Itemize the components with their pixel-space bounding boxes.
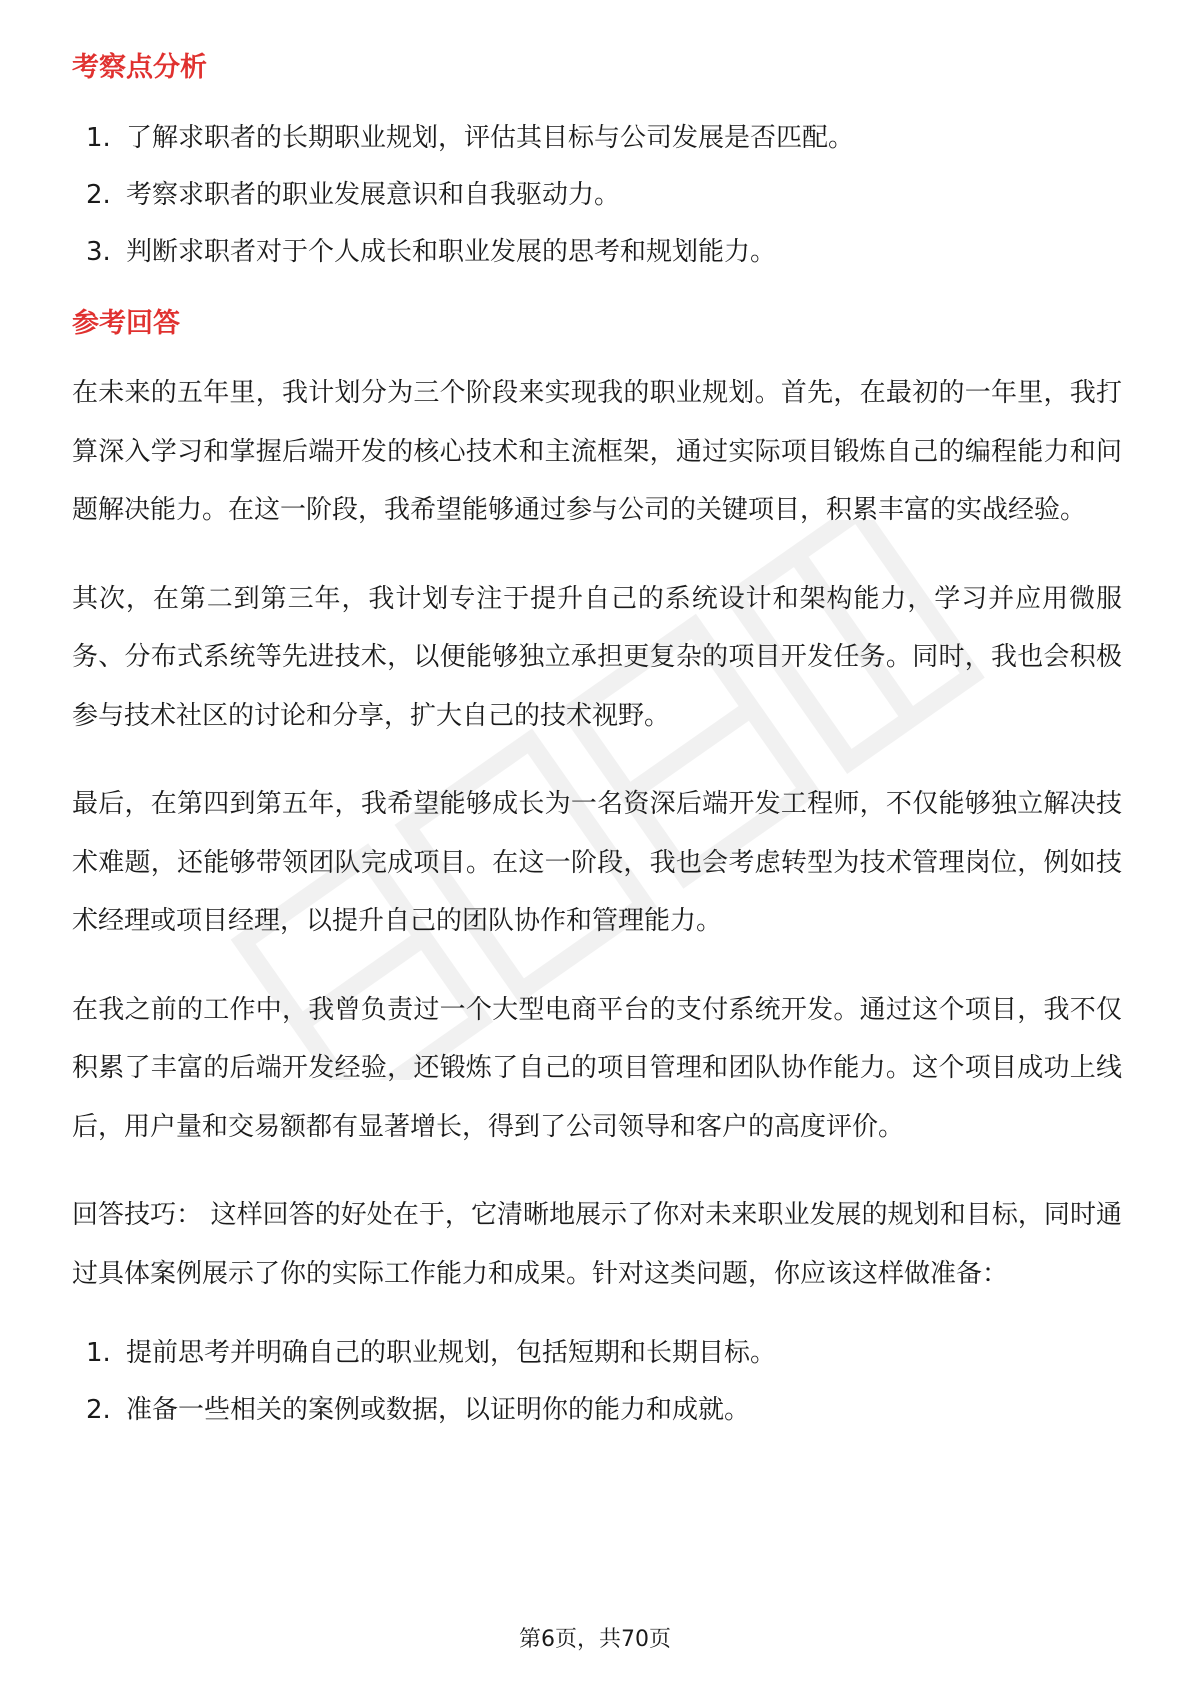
list-item bbox=[72, 232, 1122, 289]
answer-paragraph: 最后，在第四到第五年，我希望能够成长为一名资深后端开发工程师，不仅能够独立解决技术难题，还能够带领团队完成项目。在这一阶段，我也会考虑转型为技术管理岗位，例如技术经理或项目经理，以提升自己的团队协作和管理能力。 bbox=[72, 789, 1122, 936]
list-text: 了解求职者的长期职业规划，评估其目标与公司发展是否匹配。 bbox=[126, 123, 855, 153]
answer-paragraph: 其次，在第二到第三年，我计划专注于提升自己的系统设计和架构能力，学习并应用微服务、分布式系统等先进技术，以便能够独立承担更复杂的项目开发任务。同时，我也会积极参与技术社区的讨论和分享，扩大自己的技术视野。 bbox=[72, 583, 1122, 731]
list-text: 判断求职者对于个人成长和职业发展的思考和规划能力。 bbox=[126, 237, 777, 267]
page-number: 第6页，共70页 bbox=[519, 1627, 671, 1652]
section-heading-reference-answer: 参考回答 bbox=[72, 308, 180, 339]
preparation-list bbox=[72, 1333, 1122, 1447]
answer-paragraph: 在我之前的工作中，我曾负责过一个大型电商平台的支付系统开发。通过这个项目，我不仅积累了丰富的后端开发经验，还锻炼了自己的项目管理和团队协作能力。这个项目成功上线后，用户量和交易额都有显著增长，得到了公司领导和客户的高度评价。 bbox=[72, 994, 1122, 1142]
list-item bbox=[72, 1333, 1122, 1390]
list-text: 考察求职者的职业发展意识和自我驱动力。 bbox=[126, 180, 621, 210]
list-text: 提前思考并明确自己的职业规划，包括短期和长期目标。 bbox=[126, 1338, 777, 1368]
list-item bbox=[72, 175, 1122, 232]
content bbox=[72, 48, 1122, 1447]
list-text: 准备一些相关的案例或数据，以证明你的能力和成就。 bbox=[126, 1395, 751, 1425]
list-item bbox=[72, 118, 1122, 175]
list-number: 2. bbox=[86, 180, 111, 210]
list-number: 2. bbox=[86, 1395, 111, 1425]
list-number: 3. bbox=[86, 237, 111, 267]
list-number: 1. bbox=[86, 123, 111, 153]
answer-tips-paragraph: 回答技巧： 这样回答的好处在于，它清晰地展示了你对未来职业发展的规划和目标，同时通过具体案例展示了你的实际工作能力和成果。针对这类问题，你应该这样做准备： bbox=[72, 1200, 1122, 1289]
analysis-list bbox=[72, 118, 1122, 289]
section-heading-analysis: 考察点分析 bbox=[72, 52, 207, 83]
answer-paragraph: 在未来的五年里，我计划分为三个阶段来实现我的职业规划。首先，在最初的一年里，我打算深入学习和掌握后端开发的核心技术和主流框架，通过实际项目锻炼自己的编程能力和问题解决能力。在这一阶段，我希望能够通过参与公司的关键项目，积累丰富的实战经验。 bbox=[72, 378, 1122, 525]
list-item bbox=[72, 1390, 1122, 1447]
list-number: 1. bbox=[86, 1338, 111, 1368]
